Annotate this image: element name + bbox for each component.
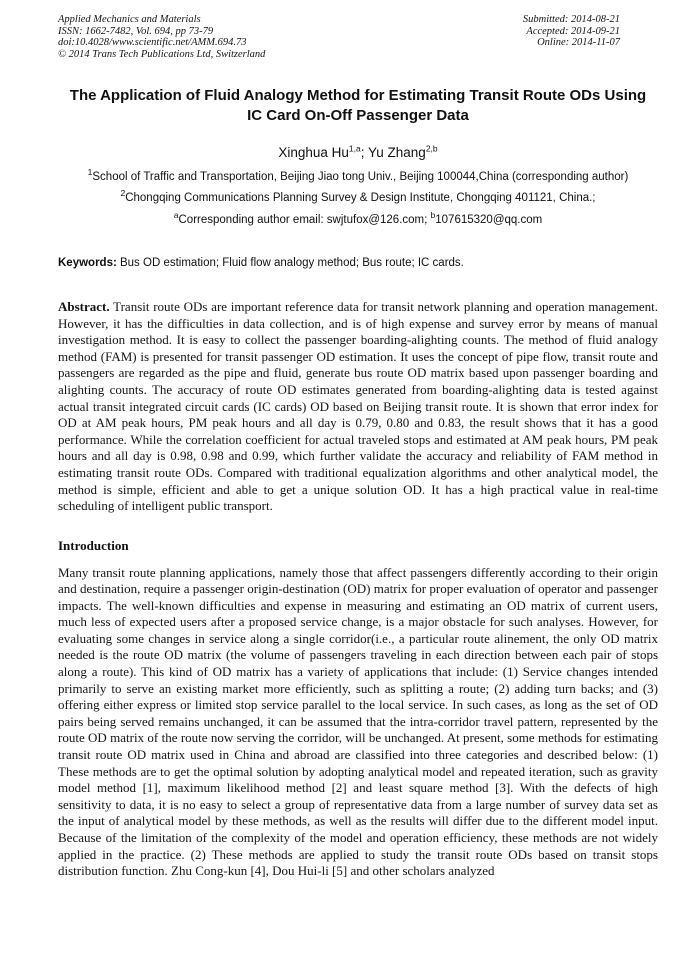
introduction-heading: Introduction bbox=[58, 537, 129, 553]
affiliation-1-text: School of Traffic and Transportation, Beijing Jiao tong Univ., Beijing 100044,China (corresponding author) bbox=[92, 171, 629, 183]
author-1-superscript: 1,a bbox=[348, 143, 361, 154]
author-2-superscript: 2,b bbox=[425, 143, 438, 154]
introduction-paragraph: Many transit route planning applications, namely those that affect passengers differently according to their origin and destination, require a passenger origin-destination (OD) matrix for proper evaluation of operator and passenger impacts. The well-known difficulties and expense in measuring and estimating an OD matrix of current users, much less of expected users after a proposed service change, is a major obstacle for such analyses. However, for evaluating some changes in service along a single corridor(i.e., a particular route alinement, the only OD matrix needed is the route OD matrix (the volume of passengers traveling in each direction between each pair of stops along a route). This kind of OD matrix has a variety of applications that include: (1) Service changes intended primarily to serve an existing market more efficiently, such as splitting a route; (2) adding turn backs; and (3) offering either express or limited stop service parallel to the local service. In such cases, as long as the set of OD pairs being served remains unchanged, it can be assumed that the intra-corridor travel pattern, represented by the route OD matrix of the route now serving the corridor, will be unchanged. At present, some methods for estimating transit route OD matrix used in China and abroad are classified into three categories and described below: (1) These methods are to get the optimal solution by adopting analytical model and repeated iteration, such as gravity model method [1], maximum likelihood method [2] and least square method [3]. With the defects of high sensitivity to data, it is no easy to select a group of representative data from a large number of survey data set as the input of analytical model by these methods, as well as the results will differ due to the different model input. Because of the limitation of the complexity of the model and operation efficiency, these methods are not widely applied in the practice. (2) These methods are applied to study the transit route ODs based on transit stops distribution function. Zhu Cong-kun [4], Dou Hui-li [5] and other scholars analyzed bbox=[58, 564, 658, 879]
accepted-date: Accepted: 2014-09-21 bbox=[526, 25, 620, 37]
email-superscript-a: a bbox=[173, 210, 179, 221]
author-2-name: Yu Zhang bbox=[368, 145, 426, 160]
affiliation-1 bbox=[58, 168, 658, 186]
affiliation-2-text: Chongqing Communications Planning Survey & Design Institute, Chongqing 401121, China.; bbox=[125, 192, 596, 204]
keywords-line bbox=[58, 256, 658, 271]
author-1-name: Xinghua Hu bbox=[278, 145, 349, 160]
keywords-label: Keywords: bbox=[58, 257, 117, 269]
affiliation-1-superscript: 1 bbox=[87, 167, 93, 178]
submitted-date: Submitted: 2014-08-21 bbox=[522, 14, 620, 25]
abstract-text: Transit route ODs are important reference data for transit network planning and operation management. However, it has the difficulties in data collection, and is of high expense and survey error by means of manual investigation method. It is easy to collect the passenger boarding-alighting counts. The method of fluid analogy method (FAM) is presented for transit passenger OD estimation. It uses the concept of pipe flow, transit route and passengers are regarded as the pipe and fluid, generate bus route OD matrix based upon passenger boarding and alighting counts. The accuracy of route OD estimates generated from boarding-alighting data is tested against actual transit integrated circuit cards (IC cards) OD based on Beijing transit route. It is shown that error index for OD at AM peak hours, PM peak hours and all day is 0.79, 0.80 and 0.83, the result shows that it has a good performance. While the correlation coefficient for actual traveled stops and estimated at AM peak hours, PM peak hours and all day is 0.98, 0.98 and 0.99, which further validate the accuracy and reliability of FAM method in estimating transit route ODs. Compared with traditional equalization algorithms and other analytical model, the method is simple, efficient and able to get a unique solution OD. It has a high practical value in real-time scheduling of intelligent public transport. bbox=[58, 299, 658, 514]
keywords-text: Bus OD estimation; Fluid flow analogy method; Bus route; IC cards. bbox=[116, 257, 464, 269]
affiliation-2-superscript: 2 bbox=[120, 188, 126, 199]
journal-copyright: © 2014 Trans Tech Publications Ltd, Switzerland bbox=[58, 48, 266, 60]
online-date: Online: 2014-11-07 bbox=[537, 37, 620, 48]
authors-separator: ; bbox=[360, 145, 369, 160]
authors-line bbox=[58, 145, 658, 160]
journal-doi: doi:10.4028/www.scientific.net/AMM.694.73 bbox=[58, 37, 247, 48]
corresponding-email-b: 107615320@qq.com bbox=[435, 214, 543, 226]
affiliation-2 bbox=[58, 189, 658, 207]
corresponding-email-a: Corresponding author email: swjtufox@126.com; bbox=[178, 214, 431, 226]
corresponding-author-emails bbox=[58, 211, 658, 229]
journal-header bbox=[58, 14, 658, 60]
journal-name: Applied Mechanics and Materials bbox=[58, 14, 201, 25]
journal-issn-volume: ISSN: 1662-7482, Vol. 694, pp 73-79 bbox=[58, 25, 214, 37]
paper-title: The Application of Fluid Analogy Method for Estimating Transit Route ODs Using IC Card On-Off Passenger Data bbox=[69, 87, 647, 124]
journal-header-right bbox=[523, 14, 620, 49]
journal-header-left bbox=[58, 14, 265, 60]
abstract-label: Abstract. bbox=[58, 299, 110, 314]
abstract-paragraph bbox=[58, 299, 658, 515]
email-superscript-b: b bbox=[430, 210, 436, 221]
affiliations-block bbox=[58, 168, 658, 229]
